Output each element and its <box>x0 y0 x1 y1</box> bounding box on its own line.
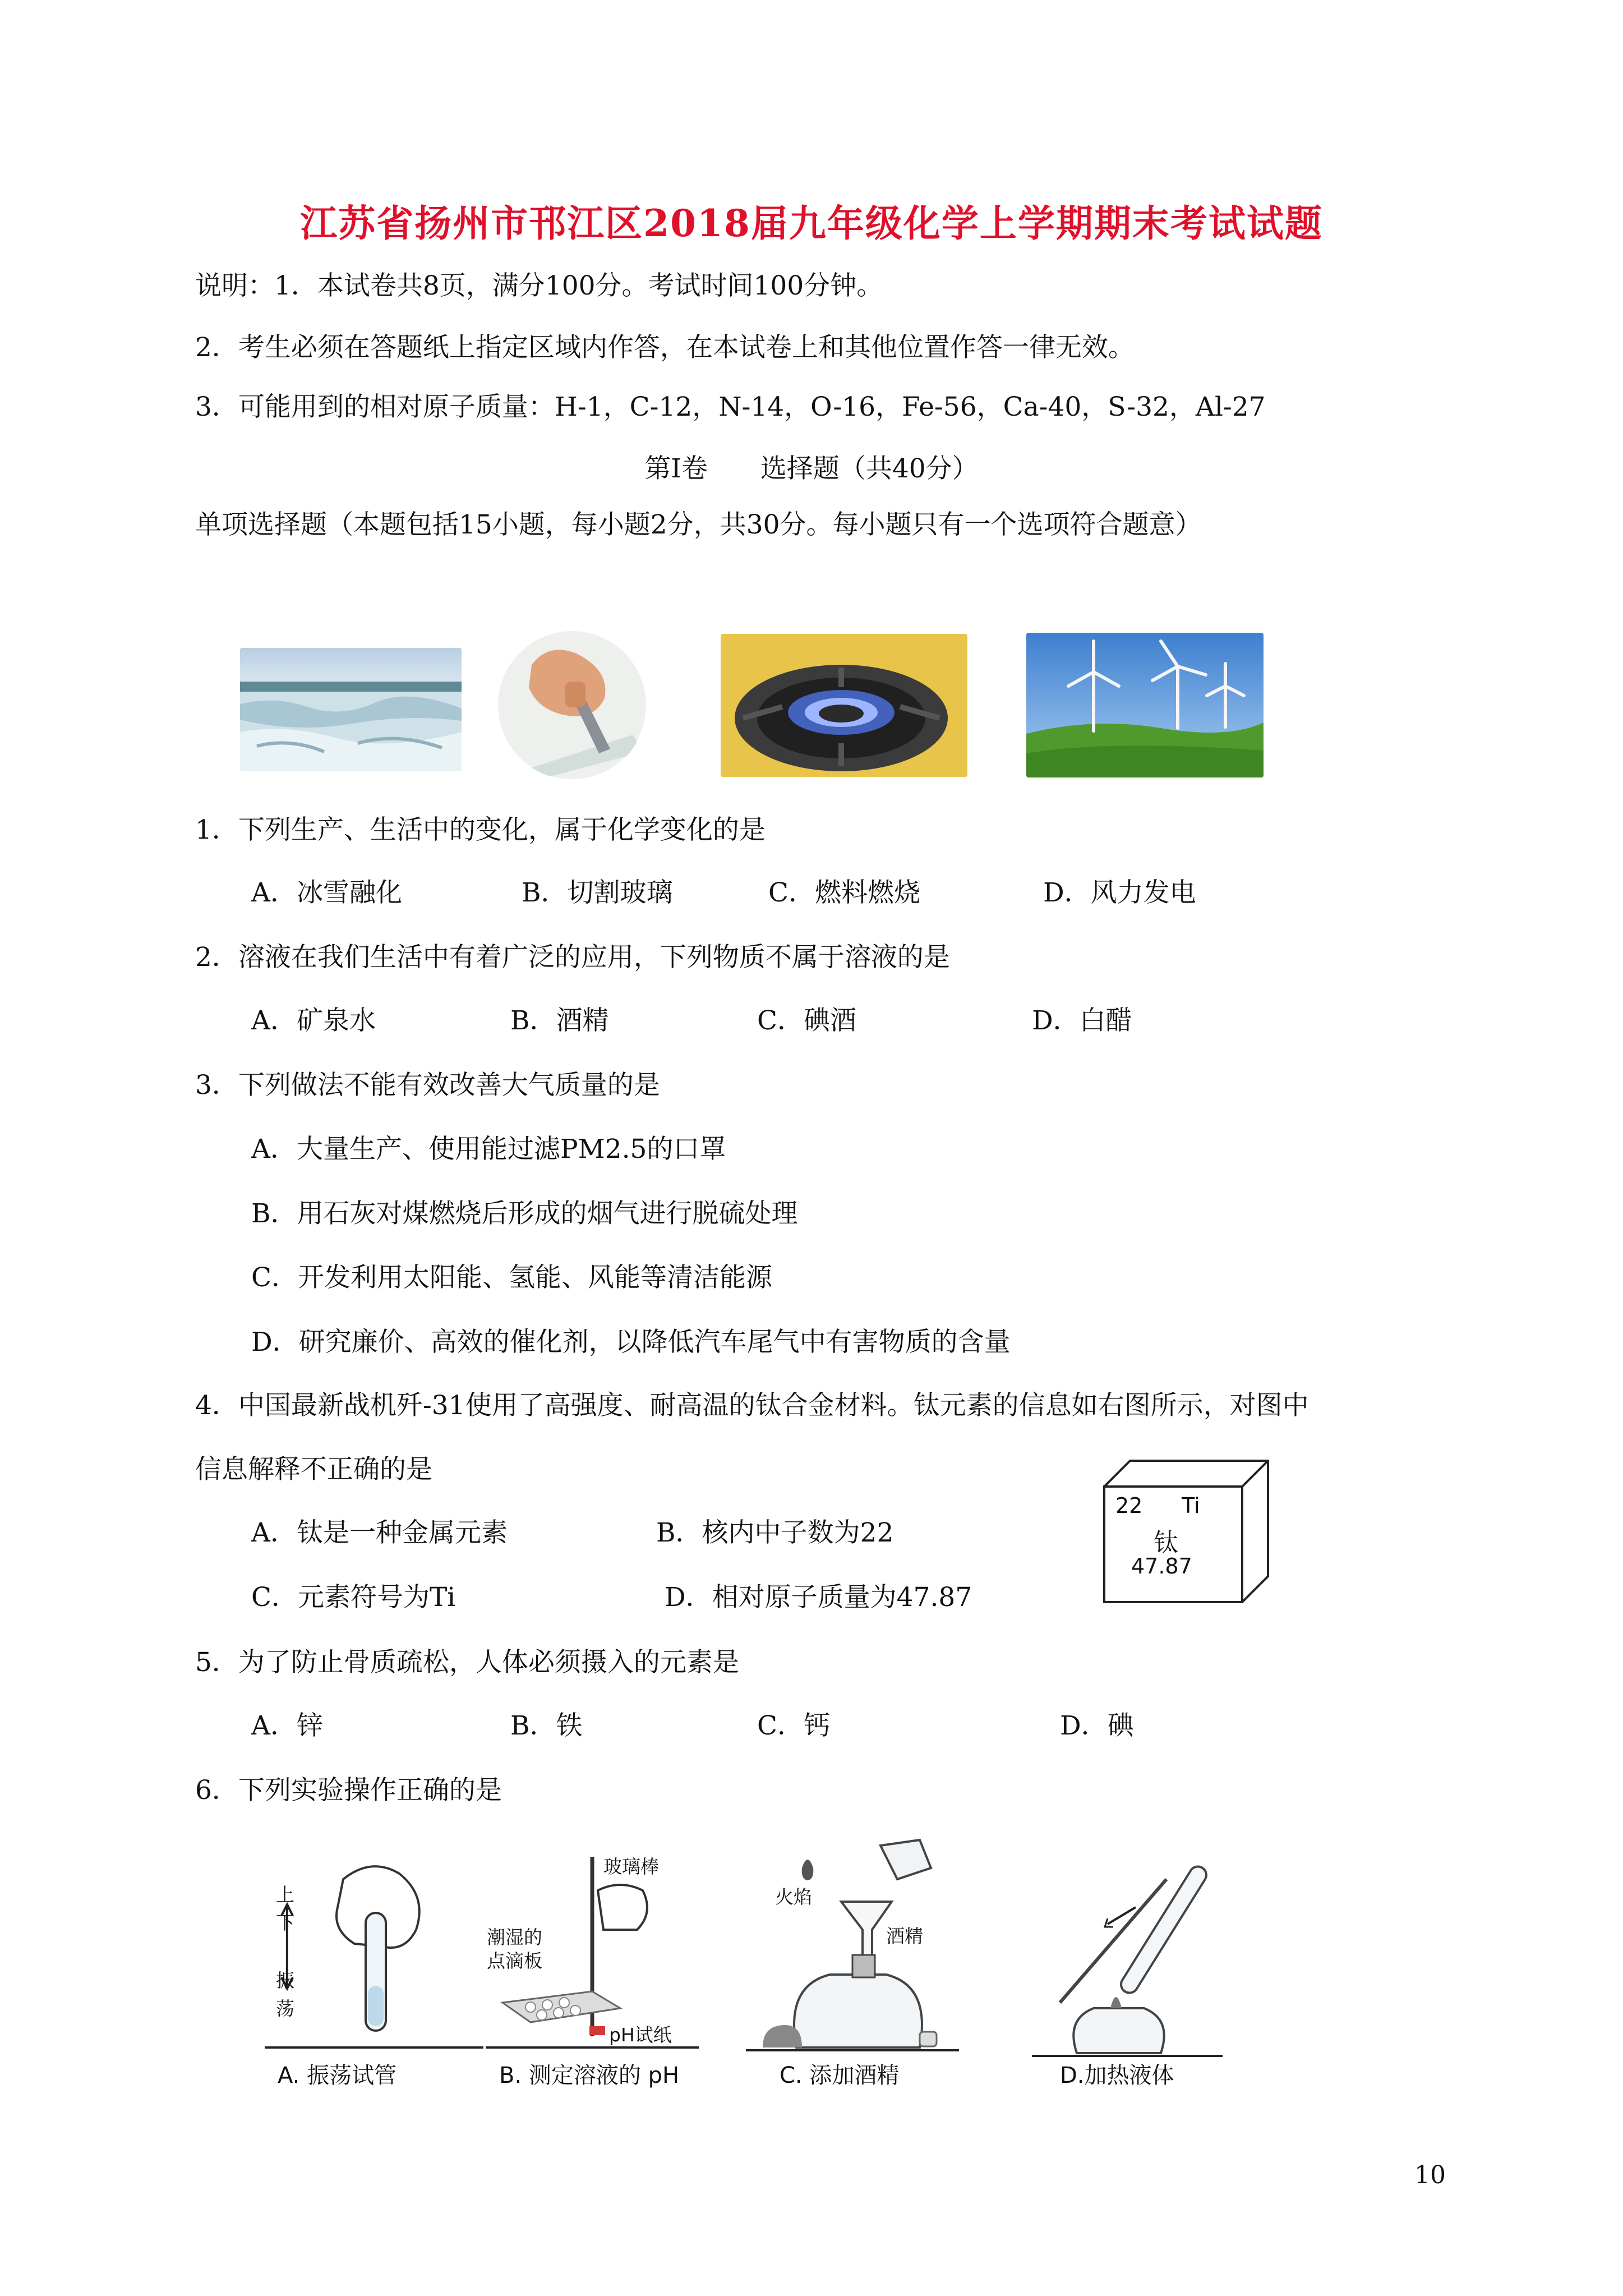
question-1-option-b[interactable]: B．切割玻璃 <box>522 877 673 908</box>
figure-c-add-alcohol <box>740 1834 965 2070</box>
question-2-option-c[interactable]: C．碘酒 <box>757 1005 856 1036</box>
label-ph-paper: pH试纸 <box>609 2024 672 2046</box>
question-2-option-d[interactable]: D．白醋 <box>1032 1005 1132 1036</box>
figure-d-caption: D.加热液体 <box>1060 2063 1174 2088</box>
label-spot-plate: 点滴板 <box>487 1950 542 1972</box>
label-shake-1: 振 <box>276 1970 294 1991</box>
atomic-mass: 47.87 <box>1131 1554 1192 1579</box>
question-4-option-a[interactable]: A．钛是一种金属元素 <box>251 1517 508 1548</box>
question-5-stem: 5．为了防止骨质疏松，人体必须摄入的元素是 <box>195 1647 739 1678</box>
question-3-option-a[interactable]: A．大量生产、使用能过滤PM2.5的口罩 <box>251 1134 726 1165</box>
label-shake-2: 荡 <box>276 1998 294 2019</box>
question-5-option-b[interactable]: B．铁 <box>510 1710 583 1741</box>
page-number: 10 <box>1414 2161 1446 2189</box>
atomic-number: 22 <box>1115 1493 1143 1518</box>
question-4-stem: 4．中国最新战机歼-31使用了高强度、耐高温的钛合金材料。钛元素的信息如右图所示，对图中 <box>195 1390 1309 1421</box>
label-wet: 潮湿的 <box>487 1926 542 1948</box>
element-symbol: Ti <box>1182 1493 1200 1518</box>
question-3-option-d[interactable]: D．研究廉价、高效的催化剂，以降低汽车尾气中有害物质的含量 <box>251 1327 1011 1358</box>
label-alcohol: 酒精 <box>886 1925 923 1947</box>
section-description: 单项选择题（本题包括15小题，每小题2分，共30分。每小题只有一个选项符合题意） <box>195 509 1202 540</box>
question-6-stem: 6．下列实验操作正确的是 <box>195 1775 502 1806</box>
element-card-titanium <box>1102 1458 1270 1604</box>
question-5-option-a[interactable]: A．锌 <box>251 1710 323 1741</box>
question-4-option-d[interactable]: D．相对原子质量为47.87 <box>665 1582 972 1613</box>
question-3-option-b[interactable]: B．用石灰对煤燃烧后形成的烟气进行脱硫处理 <box>251 1198 798 1229</box>
note-2: 2．考生必须在答题纸上指定区域内作答，在本试卷上和其他位置作答一律无效。 <box>195 332 1135 363</box>
note-1: 说明：1．本试卷共8页，满分100分。考试时间100分钟。 <box>195 270 883 301</box>
figure-a-caption: A. 振荡试管 <box>278 2063 397 2088</box>
glass-cutting-photo <box>498 631 647 780</box>
question-3-stem: 3．下列做法不能有效改善大气质量的是 <box>195 1070 660 1101</box>
question-5-option-c[interactable]: C．钙 <box>757 1710 830 1741</box>
question-2-option-b[interactable]: B．酒精 <box>510 1005 609 1036</box>
label-down: 下 <box>276 1912 294 1934</box>
label-up: 上 <box>276 1884 294 1906</box>
figure-c-caption: C. 添加酒精 <box>780 2063 900 2088</box>
ice-photo <box>240 648 462 771</box>
question-1-stem: 1．下列生产、生活中的变化，属于化学变化的是 <box>195 815 766 845</box>
question-4-stem-continued: 信息解释不正确的是 <box>195 1454 432 1485</box>
question-1-option-a[interactable]: A．冰雪融化 <box>251 877 402 908</box>
question-1-option-d[interactable]: D．风力发电 <box>1043 877 1196 908</box>
gas-stove-photo <box>721 634 967 777</box>
figure-b-measure-ph <box>480 1851 704 2070</box>
label-glass-rod: 玻璃棒 <box>603 1856 659 1878</box>
question-1-option-c[interactable]: C．燃料燃烧 <box>768 877 920 908</box>
note-3: 3．可能用到的相对原子质量：H-1，C-12，N-14，O-16，Fe-56，Ca-40，S-32，Al-27 <box>195 392 1266 422</box>
question-5-option-d[interactable]: D．碘 <box>1060 1710 1134 1741</box>
figure-d-heat-liquid <box>1026 1840 1228 2070</box>
label-flame: 火焰 <box>775 1886 812 1908</box>
figure-b-caption: B. 测定溶液的 pH <box>499 2063 680 2088</box>
question-2-stem: 2．溶液在我们生活中有着广泛的应用，下列物质不属于溶液的是 <box>195 942 950 973</box>
question-3-option-c[interactable]: C．开发利用太阳能、氢能、风能等清洁能源 <box>251 1262 772 1293</box>
question-2-option-a[interactable]: A．矿泉水 <box>251 1005 376 1036</box>
figure-a-shake-test-tube <box>259 1846 489 2070</box>
question-4-option-c[interactable]: C．元素符号为Ti <box>251 1582 456 1613</box>
page-title: 江苏省扬州市邗江区2018届九年级化学上学期期末考试试题 <box>300 201 1323 245</box>
wind-turbines-photo <box>1026 633 1264 777</box>
section-title: 第Ⅰ卷 选择题（共40分） <box>644 453 979 484</box>
element-name: 钛 <box>1154 1529 1178 1557</box>
question-4-option-b[interactable]: B．核内中子数为22 <box>656 1517 894 1548</box>
